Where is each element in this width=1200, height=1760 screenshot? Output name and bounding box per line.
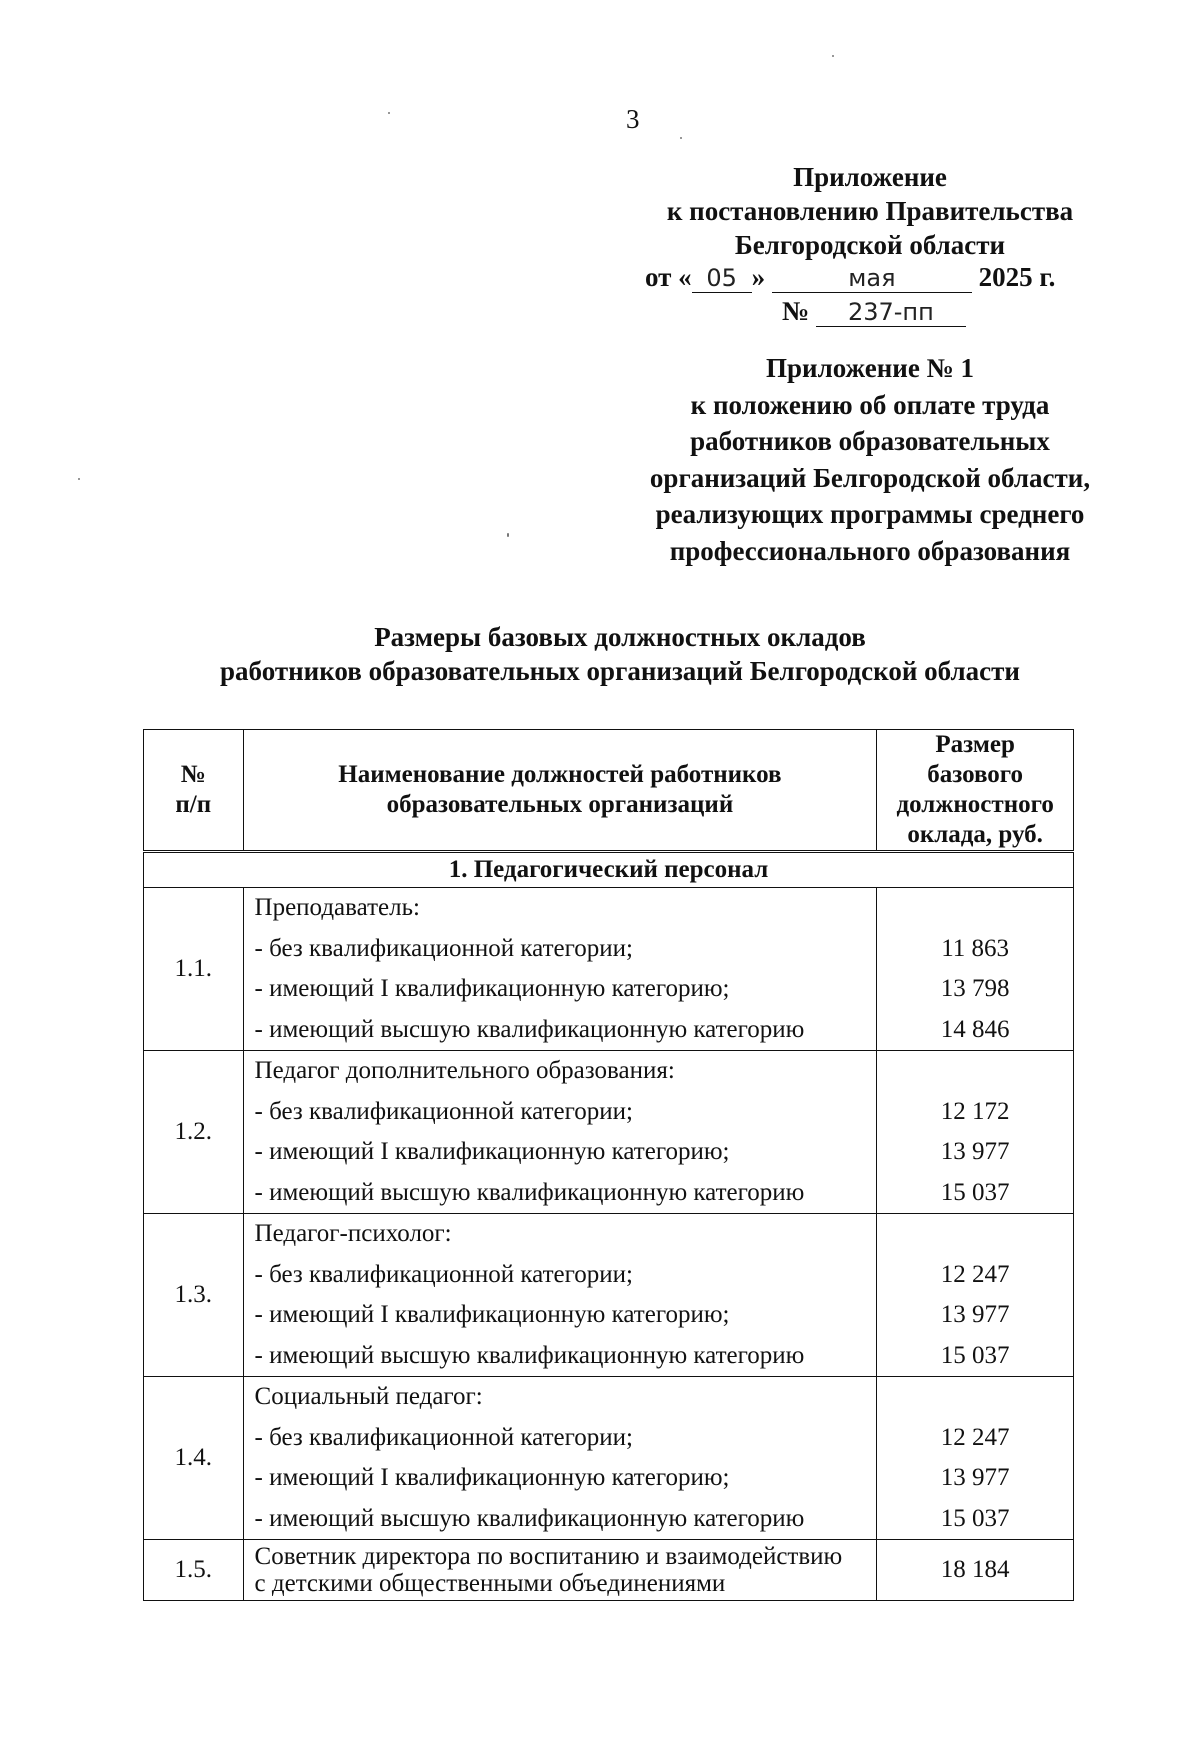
table-row: [144, 888, 1074, 1051]
approval-line: Белгородской области: [734, 230, 1006, 260]
salary-cell: [877, 888, 1074, 1051]
salary-amount: 15 037: [940, 1341, 1010, 1369]
category-label: - имеющий высшую квалификационную категорию: [254, 1504, 805, 1532]
position-cell: [243, 1377, 877, 1540]
date-quote-close: »: [751, 262, 766, 292]
position-cell: [243, 1214, 877, 1377]
salary-amount: 13 977: [940, 1464, 1010, 1491]
salary-amount: 11 863: [941, 934, 1010, 962]
salary-cell: [877, 1377, 1074, 1540]
salary-amount: 12 247: [940, 1423, 1010, 1451]
decree-number: [782, 294, 966, 328]
table-row: [144, 1051, 1074, 1214]
salary-cell: [877, 1214, 1074, 1377]
header-position-name: Наименование должностей работников образовательных организаций: [243, 730, 877, 852]
category-label: - имеющий I квалификационную категорию;: [254, 1464, 730, 1491]
decree-date: [645, 260, 1055, 294]
section-row: [144, 852, 1074, 888]
table-title: [130, 620, 1110, 688]
salary-amount: 18 184: [877, 1540, 1074, 1601]
scan-speck: [507, 533, 509, 537]
appendix-line: организаций Белгородской области,: [649, 462, 1091, 493]
page-number: 3: [626, 104, 640, 134]
category-label: - без квалификационной категории;: [254, 934, 633, 962]
row-number: 1.4.: [144, 1377, 244, 1540]
salary-amount: 15 037: [940, 1504, 1010, 1532]
salary-amount: 12 247: [940, 1260, 1010, 1288]
category-label: - имеющий I квалификационную категорию;: [254, 1138, 730, 1165]
table-row: [144, 1377, 1074, 1540]
position-title: Педагог-психолог:: [254, 1220, 452, 1247]
position-title: Педагог дополнительного образования:: [254, 1057, 675, 1084]
category-label: - без квалификационной категории;: [254, 1423, 633, 1451]
section-title: 1. Педагогический персонал: [144, 852, 1074, 888]
table-title-line: Размеры базовых должностных окладов: [374, 622, 866, 652]
table-row: [144, 1214, 1074, 1377]
salary-amount: 13 798: [940, 975, 1010, 1002]
position-title: Преподаватель:: [254, 894, 420, 921]
header-base-salary: Размер базового должностного оклада, руб.: [877, 730, 1074, 852]
salary-amount: 15 037: [940, 1178, 1010, 1206]
row-number: 1.2.: [144, 1051, 244, 1214]
position-cell: [243, 888, 877, 1051]
date-prefix: от «: [645, 262, 692, 292]
salary-amount: 12 172: [940, 1097, 1010, 1125]
date-year: 2025 г.: [978, 262, 1056, 292]
date-month: мая: [772, 264, 972, 293]
appendix-header: [620, 350, 1120, 569]
category-label: - имеющий I квалификационную категорию;: [254, 1301, 730, 1328]
appendix-line: к положению об оплате труда: [690, 389, 1050, 420]
category-label: - без квалификационной категории;: [254, 1260, 633, 1288]
table-title-line: работников образовательных организаций Белгородской области: [220, 656, 1020, 686]
row-number: 1.3.: [144, 1214, 244, 1377]
number-sign: №: [782, 296, 810, 326]
appendix-line: реализующих программы среднего: [655, 499, 1085, 529]
scan-speck: [832, 55, 834, 57]
scan-speck: [680, 137, 682, 139]
header-number: № п/п: [144, 730, 244, 852]
position-cell: [243, 1540, 877, 1601]
appendix-line: Приложение № 1: [766, 353, 974, 383]
approval-line: к постановлению Правительства: [666, 196, 1074, 226]
decree-number-value: 237-пп: [816, 298, 966, 327]
salary-amount: 13 977: [940, 1301, 1010, 1328]
approval-header: [620, 160, 1120, 262]
position-title: Социальный педагог:: [254, 1383, 483, 1410]
category-label: - имеющий высшую квалификационную категорию: [254, 1341, 805, 1369]
scan-speck: [388, 112, 390, 114]
position-title-continued: с детскими общественными объединениями: [254, 1570, 726, 1597]
row-number: 1.1.: [144, 888, 244, 1051]
salary-amount: 13 977: [940, 1138, 1010, 1165]
category-label: - имеющий высшую квалификационную категорию: [254, 1178, 805, 1206]
scan-speck: [78, 478, 80, 480]
approval-line: Приложение: [793, 162, 947, 192]
category-label: - имеющий I квалификационную категорию;: [254, 975, 730, 1002]
table-row: [144, 1540, 1074, 1601]
appendix-line: профессионального образования: [669, 535, 1071, 566]
row-number: 1.5.: [144, 1540, 244, 1601]
table-header-row: [144, 730, 1074, 852]
position-cell: [243, 1051, 877, 1214]
salary-amount: 14 846: [940, 1015, 1010, 1043]
salary-cell: [877, 1051, 1074, 1214]
appendix-line: работников образовательных: [690, 426, 1050, 456]
salary-table: [143, 729, 1074, 1601]
position-title: Советник директора по воспитанию и взаимодействию: [254, 1543, 843, 1570]
category-label: - без квалификационной категории;: [254, 1097, 633, 1125]
date-day: 05: [692, 264, 752, 293]
category-label: - имеющий высшую квалификационную категорию: [254, 1015, 805, 1043]
